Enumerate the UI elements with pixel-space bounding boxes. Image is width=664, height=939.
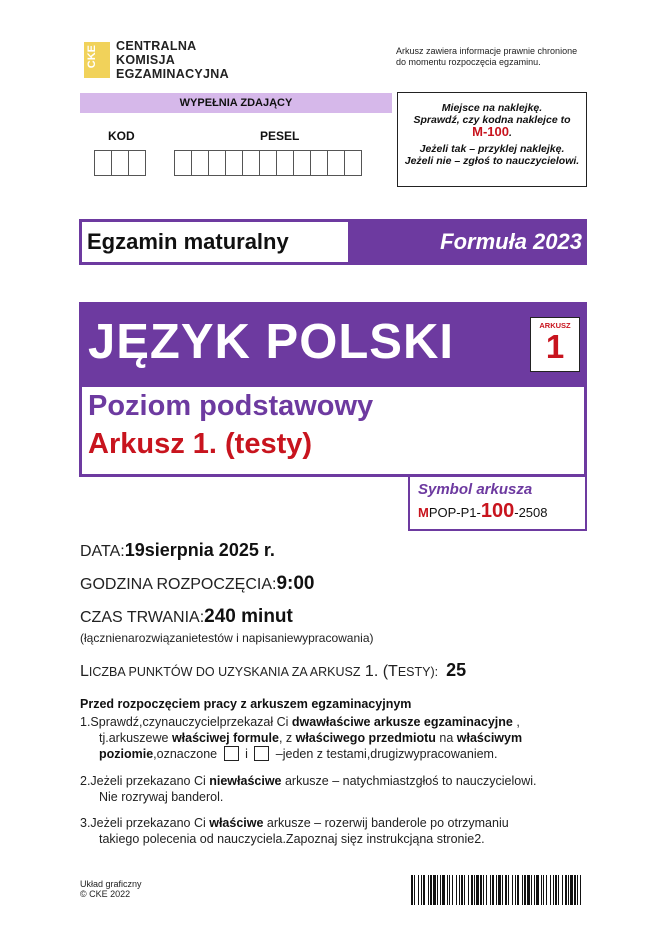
instruction-text: 1.Sprawdź,czynauczycielprzekazał Ci	[80, 715, 292, 729]
duration-value: 240 minut	[204, 606, 293, 627]
pesel-cell[interactable]	[242, 150, 260, 176]
pesel-cell[interactable]	[208, 150, 226, 176]
pesel-field[interactable]	[174, 150, 361, 176]
sticker-line-2: Sprawdź, czy kodna naklejce to	[413, 114, 571, 126]
pesel-label: PESEL	[260, 129, 300, 143]
exam-formula: Formuła 2023	[440, 229, 582, 254]
sticker-line-4: Jeżeli nie – zgłoś to nauczycielowi.	[404, 155, 580, 167]
date-line	[80, 540, 275, 561]
instruction-text: 2.Jeżeli przekazano Ci	[80, 774, 210, 788]
duration-label: CZAS TRWANIA:	[80, 609, 205, 626]
instruction-text: na	[435, 731, 457, 745]
checkbox-icon	[254, 746, 269, 761]
pesel-cell[interactable]	[174, 150, 192, 176]
sticker-code: M-100	[472, 124, 509, 139]
kod-cell[interactable]	[111, 150, 129, 176]
arkusz-number-box	[530, 317, 580, 372]
legal-note-line-1: Arkusz zawiera informacje prawnie chronione	[396, 46, 578, 56]
sheet-title: Arkusz 1. (testy)	[88, 428, 313, 460]
sticker-area	[397, 92, 587, 187]
instruction-text: 3.Jeżeli przekazano Ci	[80, 816, 210, 830]
kod-cell[interactable]	[128, 150, 146, 176]
instruction-emphasis: właściwego przedmiotu	[295, 731, 436, 745]
legal-note	[396, 46, 616, 68]
pesel-cell[interactable]	[225, 150, 243, 176]
points-label-initial: L	[80, 663, 89, 680]
kod-cell[interactable]	[94, 150, 112, 176]
points-line	[80, 660, 466, 681]
logo-line-3: EGZAMINACYJNA	[116, 67, 229, 81]
kod-field[interactable]	[94, 150, 145, 176]
logo-mark-text: CKE	[86, 45, 98, 69]
logo-text	[116, 39, 229, 81]
legal-note-line-2: do momentu rozpoczęcia egzaminu.	[396, 57, 541, 67]
duration-line	[80, 606, 293, 628]
barcode-icon	[411, 875, 583, 905]
instruction-emphasis: dwawłaściwe arkusze egzaminacyjne	[291, 715, 513, 729]
pesel-cell[interactable]	[191, 150, 209, 176]
kod-label: KOD	[108, 129, 135, 143]
instruction-emphasis: właściwym	[456, 731, 523, 745]
instruction-text: –jeden z testami,drugizwypracowaniem.	[272, 747, 498, 761]
instruction-1	[80, 714, 600, 762]
level-title: Poziom podstawowy	[88, 390, 374, 422]
fill-in-header: WYPEŁNIA ZDAJĄCY	[80, 93, 392, 113]
points-label-tests: ESTY):	[397, 665, 439, 679]
instruction-emphasis: właściwej formule	[171, 731, 279, 745]
pesel-cell[interactable]	[327, 150, 345, 176]
footer-line-1: Układ graficzny	[80, 879, 142, 889]
instruction-emphasis: właściwe	[209, 816, 264, 830]
sticker-line-1: Miejsce na naklejkę.	[441, 102, 543, 114]
instruction-text: arkusze – natychmiastzgłoś to nauczycielowi.	[281, 774, 537, 788]
symbol-prefix: M	[418, 505, 429, 520]
duration-note: (łącznienarozwiązanietestów i napisaniewypracowania)	[80, 631, 374, 645]
instruction-text: Nie rozrywaj banderol.	[99, 790, 224, 804]
instruction-text: ,oznaczone	[153, 747, 221, 761]
logo-line-1: CENTRALNA	[116, 39, 197, 53]
symbol-label: Symbol arkusza	[418, 481, 533, 498]
cke-logo-icon	[84, 42, 110, 78]
points-label-number: 1. (	[360, 663, 389, 680]
arkusz-number: 1	[545, 328, 565, 365]
instruction-text: takiego polecenia od nauczyciela.Zapoznaj sięz instrukcjąna stronie2.	[99, 832, 485, 846]
instruction-text: tj.arkuszewe	[99, 731, 172, 745]
date-label: DATA:	[80, 543, 125, 560]
subject-title: JĘZYK POLSKI	[88, 315, 454, 369]
symbol-middle: POP-P1-	[428, 505, 481, 520]
points-value: 25	[446, 660, 467, 680]
pesel-cell[interactable]	[293, 150, 311, 176]
symbol-code	[418, 500, 547, 523]
checkbox-icon	[224, 746, 239, 761]
instruction-text: arkusze – rozerwij banderole po otrzymaniu	[263, 816, 509, 830]
points-label: ICZBA PUNKTÓW DO UZYSKANIA ZA ARKUSZ	[88, 665, 361, 679]
instruction-2	[80, 773, 600, 805]
date-value: 19sierpnia 2025 r.	[124, 540, 275, 560]
arkusz-label: ARKUSZ	[539, 321, 571, 330]
footer-line-2: © CKE 2022	[80, 889, 131, 899]
logo-line-2: KOMISJA	[116, 53, 176, 67]
instruction-emphasis: poziomie	[99, 747, 154, 761]
pesel-cell[interactable]	[310, 150, 328, 176]
sticker-line-3: Jeżeli tak – przyklej naklejkę.	[419, 143, 565, 155]
pesel-cell[interactable]	[276, 150, 294, 176]
instruction-text: ,	[512, 715, 520, 729]
exam-title: Egzamin maturalny	[82, 222, 348, 262]
points-label-t: T	[388, 663, 398, 680]
start-time-label: GODZINA ROZPOCZĘCIA:	[80, 576, 277, 593]
pesel-cell[interactable]	[344, 150, 362, 176]
footer	[80, 879, 142, 899]
start-time-line	[80, 573, 315, 595]
symbol-number: 100	[480, 500, 515, 522]
instruction-text: , z	[278, 731, 296, 745]
instruction-text: i	[241, 747, 252, 761]
instruction-3	[80, 815, 600, 847]
pesel-cell[interactable]	[259, 150, 277, 176]
sticker-code-suffix: .	[508, 127, 512, 139]
symbol-suffix: -2508	[514, 505, 548, 520]
instruction-emphasis: niewłaściwe	[209, 774, 282, 788]
instructions-title: Przed rozpoczęciem pracy z arkuszem egzaminacyjnym	[80, 697, 412, 711]
start-time-value: 9:00	[276, 573, 315, 594]
